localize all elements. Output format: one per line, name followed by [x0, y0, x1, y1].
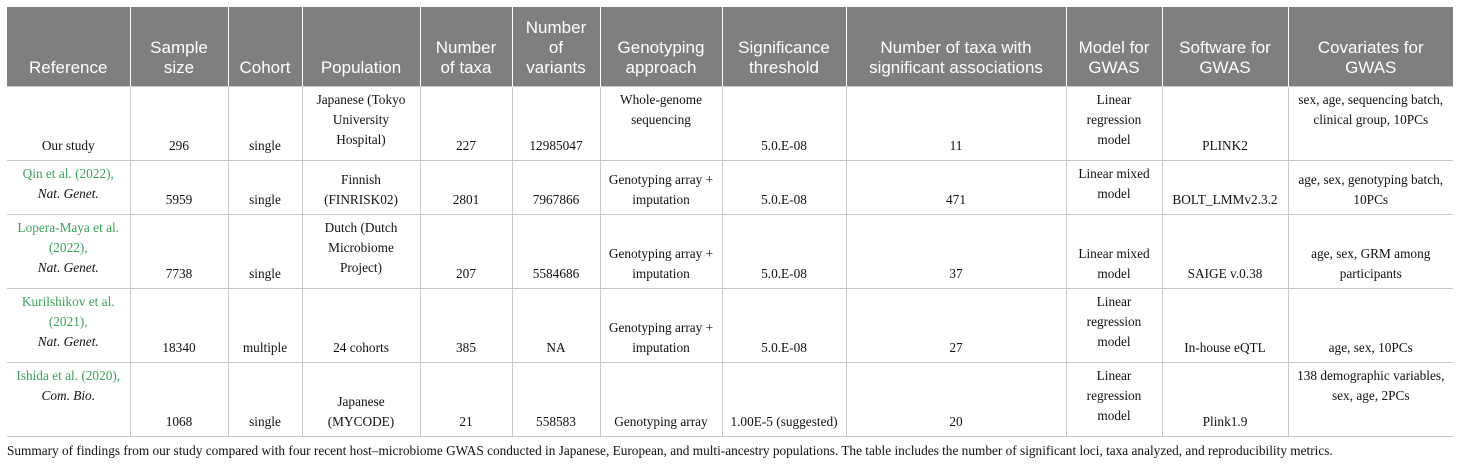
cell-model: Linear mixed model — [1066, 161, 1162, 215]
cell-model: Linear regression model — [1066, 363, 1162, 437]
cell-number-of-taxa: 21 — [420, 363, 512, 437]
header-model: Model for GWAS — [1066, 7, 1162, 87]
cell-population: Dutch (Dutch Microbiome Project) — [302, 215, 420, 289]
header-number-of-taxa: Number of taxa — [420, 7, 512, 87]
cell-cohort: single — [228, 215, 302, 289]
header-significant-taxa: Number of taxa with significant associations — [846, 7, 1066, 87]
table-row — [7, 87, 1453, 161]
cell-cohort: single — [228, 87, 302, 161]
cell-covariates: 138 demographic variables, sex, age, 2PCs — [1288, 363, 1453, 437]
cell-sample-size: 1068 — [130, 363, 228, 437]
cell-significance-threshold: 1.00E-5 (suggested) — [722, 363, 846, 437]
cell-number-of-variants: NA — [512, 289, 600, 363]
table-row — [7, 363, 1453, 437]
cell-reference — [7, 363, 130, 437]
reference-journal: Com. Bio. — [41, 388, 96, 403]
cell-software: SAIGE v.0.38 — [1162, 215, 1288, 289]
cell-model: Linear regression model — [1066, 289, 1162, 363]
cell-number-of-taxa: 2801 — [420, 161, 512, 215]
cell-software: Plink1.9 — [1162, 363, 1288, 437]
gwas-comparison-table — [7, 7, 1453, 437]
cell-model: Linear mixed model — [1066, 215, 1162, 289]
cell-genotyping-approach: Genotyping array + imputation — [600, 215, 722, 289]
header-significance-threshold: Significance threshold — [722, 7, 846, 87]
table-header-row — [7, 7, 1453, 87]
cell-population: Japanese (MYCODE) — [302, 363, 420, 437]
cell-number-of-variants: 7967866 — [512, 161, 600, 215]
cell-genotyping-approach: Genotyping array + imputation — [600, 161, 722, 215]
cell-software: In-house eQTL — [1162, 289, 1288, 363]
header-software: Software for GWAS — [1162, 7, 1288, 87]
header-sample-size: Sample size — [130, 7, 228, 87]
header-number-of-variants: Number of variants — [512, 7, 600, 87]
cell-number-of-variants: 558583 — [512, 363, 600, 437]
cell-covariates: age, sex, GRM among participants — [1288, 215, 1453, 289]
cell-sample-size: 296 — [130, 87, 228, 161]
cell-genotyping-approach: Genotyping array + imputation — [600, 289, 722, 363]
cell-significant-taxa: 37 — [846, 215, 1066, 289]
header-genotyping-approach: Genotyping approach — [600, 7, 722, 87]
cell-significant-taxa: 20 — [846, 363, 1066, 437]
cell-reference — [7, 161, 130, 215]
cell-software: PLINK2 — [1162, 87, 1288, 161]
cell-number-of-taxa: 207 — [420, 215, 512, 289]
cell-number-of-taxa: 227 — [420, 87, 512, 161]
header-reference: Reference — [7, 7, 130, 87]
reference-journal: Nat. Genet. — [37, 334, 99, 349]
cell-cohort: multiple — [228, 289, 302, 363]
table-container — [7, 7, 1453, 460]
header-covariates: Covariates for GWAS — [1288, 7, 1453, 87]
cell-reference — [7, 87, 130, 161]
reference-link[interactable]: Qin et al. (2022), — [22, 166, 114, 181]
cell-cohort: single — [228, 161, 302, 215]
header-population: Population — [302, 7, 420, 87]
cell-population: 24 cohorts — [302, 289, 420, 363]
cell-sample-size: 5959 — [130, 161, 228, 215]
cell-software: BOLT_LMMv2.3.2 — [1162, 161, 1288, 215]
cell-genotyping-approach: Genotyping array — [600, 363, 722, 437]
table-row — [7, 215, 1453, 289]
reference-link[interactable]: Ishida et al. (2020), — [16, 368, 121, 383]
reference-link[interactable]: Kurilshikov et al. (2021), — [21, 294, 115, 329]
cell-cohort: single — [228, 363, 302, 437]
cell-reference — [7, 289, 130, 363]
cell-significant-taxa: 27 — [846, 289, 1066, 363]
cell-significance-threshold: 5.0.E-08 — [722, 87, 846, 161]
header-cohort: Cohort — [228, 7, 302, 87]
cell-significance-threshold: 5.0.E-08 — [722, 161, 846, 215]
cell-significance-threshold: 5.0.E-08 — [722, 289, 846, 363]
table-row — [7, 289, 1453, 363]
cell-number-of-variants: 5584686 — [512, 215, 600, 289]
cell-population: Finnish (FINRISK02) — [302, 161, 420, 215]
cell-model: Linear regression model — [1066, 87, 1162, 161]
cell-genotyping-approach: Whole-genome sequencing — [600, 87, 722, 161]
reference-text: Our study — [41, 138, 95, 153]
cell-significant-taxa: 471 — [846, 161, 1066, 215]
cell-population: Japanese (Tokyo University Hospital) — [302, 87, 420, 161]
cell-significance-threshold: 5.0.E-08 — [722, 215, 846, 289]
table-caption: Summary of findings from our study compared with four recent host–microbiome GWAS conducted in Japanese, European, and multi-ancestry populations. The table includes the number of significant loci, taxa analyzed, and reproducibility metrics. — [7, 443, 1333, 458]
reference-link[interactable]: Lopera-Maya et al. (2022), — [17, 220, 120, 255]
cell-number-of-variants: 12985047 — [512, 87, 600, 161]
reference-journal: Nat. Genet. — [37, 186, 99, 201]
cell-significant-taxa: 11 — [846, 87, 1066, 161]
reference-journal: Nat. Genet. — [37, 260, 99, 275]
cell-covariates: sex, age, sequencing batch, clinical group, 10PCs — [1288, 87, 1453, 161]
cell-sample-size: 18340 — [130, 289, 228, 363]
cell-sample-size: 7738 — [130, 215, 228, 289]
cell-covariates: age, sex, genotyping batch, 10PCs — [1288, 161, 1453, 215]
table-row — [7, 161, 1453, 215]
cell-number-of-taxa: 385 — [420, 289, 512, 363]
cell-reference — [7, 215, 130, 289]
cell-covariates: age, sex, 10PCs — [1288, 289, 1453, 363]
